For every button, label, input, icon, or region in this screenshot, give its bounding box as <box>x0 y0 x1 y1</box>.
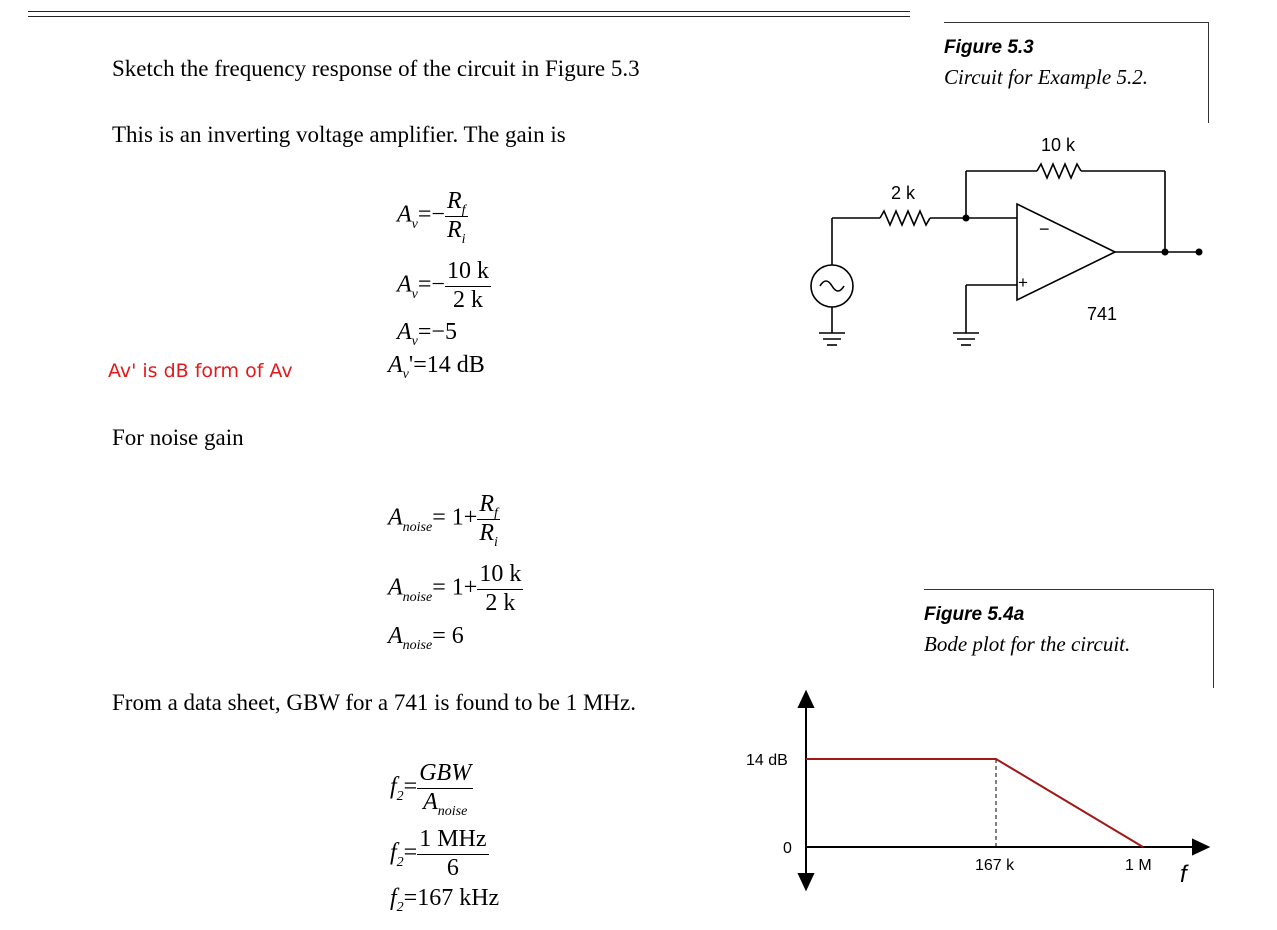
bode-plot <box>730 685 1220 900</box>
noise-gain-text: For noise gain <box>112 425 244 450</box>
figure-5-3-text: Circuit for Example 5.2. <box>944 65 1148 89</box>
ri-resistor <box>880 211 930 225</box>
y-axis-arrow-up <box>799 692 813 707</box>
x-tick-1m: 1 M <box>1125 857 1152 874</box>
ri-label: 2 k <box>891 183 916 203</box>
f2-eq-1: $f_2=$ $\frac{\text{GBW}}{A_{noise}}$ <box>390 760 472 819</box>
ground-symbols <box>819 333 979 345</box>
datasheet-text: From a data sheet, GBW for a 741 is found to be 1 MHz. <box>112 690 637 715</box>
figure-5-3-caption <box>944 22 1209 123</box>
x-tick-167k: 167 k <box>975 857 1015 874</box>
f2-eq-3: $f_2=167$ kHz <box>390 885 500 915</box>
figure-5-3-title: Figure 5.3 <box>944 37 1034 58</box>
db-annotation: Av' is dB form of Av <box>108 360 293 382</box>
inverting-input-sign: − <box>1039 219 1050 239</box>
noise-eq-2: $A_{noise}= 1+$ $\frac{10 k}{2 k}$ <box>388 561 522 616</box>
figure-5-4a-caption <box>924 589 1214 688</box>
gain-eq-4: $A_v'=14$ dB <box>388 352 485 382</box>
top-rule-2 <box>28 16 910 17</box>
y-axis-arrow-down <box>799 874 813 889</box>
x-axis-label: f <box>1180 861 1187 888</box>
y-tick-0: 0 <box>783 840 792 857</box>
noninverting-input-sign: + <box>1018 273 1028 292</box>
noise-eq-1: $A_{noise}= 1+$ $\frac{R_f}{R_i}$ <box>388 491 498 550</box>
figure-5-4a-title: Figure 5.4a <box>924 604 1025 625</box>
ac-source-wave <box>820 281 844 291</box>
top-rule-1 <box>28 11 910 12</box>
figure-5-4a-text: Bode plot for the circuit. <box>924 632 1131 656</box>
gain-eq-2: $A_v=-$ $\frac{10 k}{2 k}$ <box>397 258 489 313</box>
y-tick-14db: 14 dB <box>746 752 788 769</box>
rf-label: 10 k <box>1041 135 1076 155</box>
f2-eq-2: $f_2=$ $\frac{\text{1 MHz}}{6}$ <box>390 826 487 881</box>
gain-eq-3: $A_v=-5$ <box>397 319 457 349</box>
opamp-symbol <box>1017 204 1115 300</box>
junction-dot <box>1162 249 1169 256</box>
circuit-schematic <box>800 125 1220 355</box>
rf-resistor <box>1037 164 1081 178</box>
inverting-amplifier-text: This is an inverting voltage amplifier. The gain is <box>112 122 566 147</box>
opamp-label: 741 <box>1087 304 1118 324</box>
gain-eq-1: $A_v=-$ $\frac{R_f}{R_i}$ <box>397 188 466 247</box>
noise-eq-3: $A_{noise}= 6$ <box>388 623 464 653</box>
sketch-instruction: Sketch the frequency response of the circuit in Figure 5.3 <box>112 56 640 81</box>
output-terminal <box>1196 249 1203 256</box>
junction-dot <box>963 215 970 222</box>
x-axis-arrow <box>1193 840 1208 854</box>
response-line <box>806 759 1143 847</box>
